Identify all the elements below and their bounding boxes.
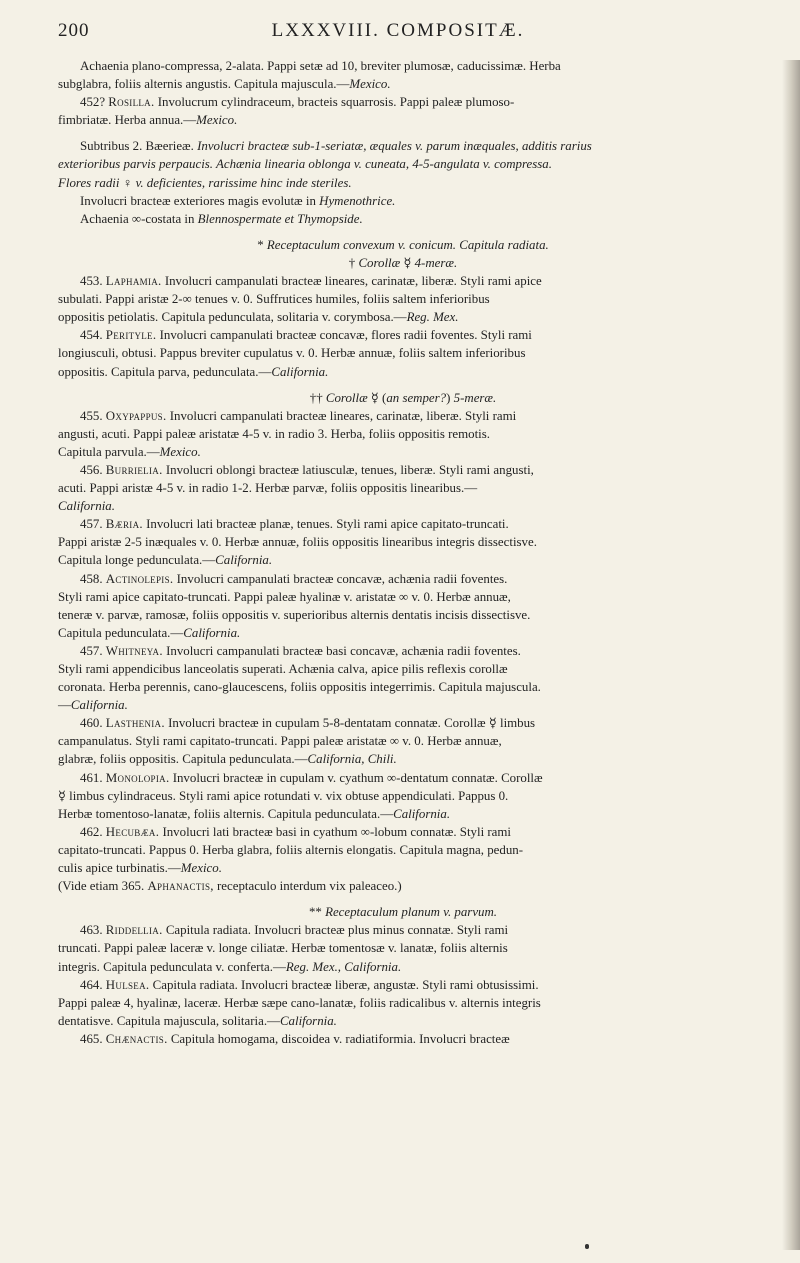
text-line: Capitula longe pedunculata.—California. <box>58 553 273 568</box>
text-line: teneræ v. parvæ, ramosæ, foliis oppositis v. superioribus alternis dentatis incisis dissectisve. <box>58 607 531 622</box>
text-line: Styli rami apice capitato-truncati. Pappi paleæ hyalinæ v. aristatæ ∞ v. 0. Herbæ annuæ, <box>58 589 511 604</box>
text-line: oppositis petiolatis. Capitula pedunculata, solitaria v. corymbosa.—Reg. Mex. <box>58 310 459 325</box>
text-line: 464. Hulsea. Capitula radiata. Involucri bracteæ liberæ, angustæ. Styli rami obtusissimi. <box>80 977 539 992</box>
text-line: 463. Riddellia. Capitula radiata. Involucri bracteæ plus minus connatæ. Styli rami <box>80 923 509 938</box>
text-line: Involucri bracteæ exteriores magis evolutæ in Hymenothrice. <box>80 193 396 208</box>
text-line: California. <box>58 499 115 514</box>
text-line: ☿ limbus cylindraceus. Styli rami apice rotundati v. vix obtuse appendiculati. Pappus 0. <box>58 788 509 803</box>
text-line: 457. Whitneya. Involucri campanulati bracteæ basi concavæ, achænia radii foventes. <box>80 643 521 658</box>
text-line: oppositis. Capitula parva, pedunculata.—California. <box>58 364 329 379</box>
text-line: Subtribus 2. Bæerieæ. Involucri bracteæ sub-1-seriatæ, æquales v. parum inæquales, additis rarius <box>80 139 592 154</box>
text-line: coronata. Herba perennis, cano-glaucescens, foliis oppositis integerrimis. Capitula majuscula. <box>58 680 541 695</box>
text-line: culis apice turbinatis.—Mexico. <box>58 861 222 876</box>
section-heading-line: ** Receptaculum planum v. parvum. <box>308 905 498 920</box>
section-heading-line: * Receptaculum convexum v. conicum. Capitula radiata. <box>257 237 549 252</box>
text-line: integris. Capitula pedunculata v. conferta.—Reg. Mex., California. <box>58 959 402 974</box>
text-line: exterioribus parvis perpaucis. Achænia linearia oblonga v. cuneata, 4-5-angulata v. compressa. <box>58 157 552 172</box>
text-line: longiusculi, obtusi. Pappus breviter cupulatus v. 0. Herbæ annuæ, foliis saltem inferioribus <box>58 346 526 361</box>
spacer <box>58 129 748 137</box>
running-title: LXXXVIII. COMPOSITÆ. <box>271 20 525 41</box>
text-line: 456. Burrielia. Involucri oblongi bracteæ latiusculæ, tenues, liberæ. Styli rami angusti, <box>80 462 534 477</box>
text-line: capitato-truncati. Pappus 0. Herba glabra, foliis alternis elongatis. Capitula magna, pedun- <box>58 842 524 857</box>
text-line: 460. Lasthenia. Involucri bracteæ in cupulam 5-8-dentatam connatæ. Corollæ ☿ limbus <box>80 716 536 731</box>
text-line: Pappi paleæ 4, hyalinæ, laceræ. Herbæ sæpe cano-lanatæ, foliis radicalibus v. alternis integris <box>58 995 541 1010</box>
ink-mark <box>585 1244 589 1249</box>
text-line: Herbæ tomentoso-lanatæ, foliis alternis. Capitula pedunculata.—California. <box>58 806 451 821</box>
text-line: 462. Hecubæa. Involucri lati bracteæ basi in cyathum ∞-lobum connatæ. Styli rami <box>80 824 512 839</box>
text-line: dentatisve. Capitula majuscula, solitaria.—California. <box>58 1013 337 1028</box>
text-line: subulati. Pappi aristæ 2-∞ tenues v. 0. Suffrutices humiles, foliis saltem inferioribus <box>58 292 490 307</box>
text-line: (Vide etiam 365. Aphanactis, receptaculo interdum vix paleaceo.) <box>58 879 402 894</box>
page-header <box>58 14 738 44</box>
text-line: acuti. Pappi aristæ 4-5 v. in radio 1-2. Herbæ parvæ, foliis oppositis linearibus.— <box>58 481 478 496</box>
text-line: 458. Actinolepis. Involucri campanulati bracteæ concavæ, achænia radii foventes. <box>80 571 508 586</box>
text-line: angusti, acuti. Pappi paleæ aristatæ 4-5 v. in radio 3. Herba, foliis oppositis remotis. <box>58 426 491 441</box>
text-line: subglabra, foliis alternis angustis. Capitula majuscula.—Mexico. <box>58 77 391 92</box>
text-line: 452? Rosilla. Involucrum cylindraceum, bracteis squarrosis. Pappi paleæ plumoso- <box>80 95 515 110</box>
text-line: Pappi aristæ 2-5 inæquales v. 0. Herbæ annuæ, foliis oppositis linearibus integris dissectisve. <box>58 535 537 550</box>
page-edge-shadow <box>782 60 800 1250</box>
text-line: 465. Chænactis. Capitula homogama, discoidea v. radiatiformia. Involucri bracteæ <box>80 1031 510 1046</box>
text-line: —California. <box>58 698 128 713</box>
text-line: fimbriatæ. Herba annua.—Mexico. <box>58 113 238 128</box>
text-line: Styli rami appendicibus lanceolatis superati. Achænia calva, apice pilis reflexis corollæ <box>58 662 508 676</box>
text-line: truncati. Pappi paleæ laceræ v. longe ciliatæ. Herbæ tomentosæ v. lanatæ, foliis alternis <box>58 941 508 956</box>
spacer <box>58 381 748 389</box>
text-line: Capitula pedunculata.—California. <box>58 625 241 640</box>
text-line: glabræ, foliis oppositis. Capitula pedunculata.—California, Chili. <box>58 752 397 767</box>
section-heading-line: † Corollæ ☿ 4-meræ. <box>348 255 458 270</box>
text-line: 457. Bæria. Involucri lati bracteæ planæ, tenues. Styli rami apice capitato-truncati. <box>80 517 509 532</box>
page-number: 200 <box>58 20 90 41</box>
text-line: 455. Oxypappus. Involucri campanulati bracteæ lineares, carinatæ, liberæ. Styli rami <box>80 408 517 423</box>
spacer <box>58 895 748 903</box>
text-line: Capitula parvula.—Mexico. <box>58 444 201 459</box>
text-line: Achaenia ∞-costata in Blennospermate et Thymopside. <box>80 211 363 226</box>
text-line: 454. Perityle. Involucri campanulati bracteæ concavæ, flores radii foventes. Styli rami <box>80 328 532 343</box>
text-line: campanulatus. Styli rami capitato-truncati. Pappi paleæ aristatæ ∞ v. 0. Herbæ annuæ, <box>58 734 502 749</box>
spacer <box>58 228 748 236</box>
text-line: 453. Laphamia. Involucri campanulati bracteæ lineares, carinatæ, liberæ. Styli rami apice <box>80 274 542 289</box>
text-line: 461. Monolopia. Involucri bracteæ in cupulam v. cyathum ∞-dentatum connatæ. Corollæ <box>80 770 543 785</box>
text-line: Achaenia plano-compressa, 2-alata. Pappi setæ ad 10, breviter plumosæ, caducissimæ. Herba <box>80 59 561 73</box>
section-heading-line: †† Corollæ ☿ (an semper?) 5-meræ. <box>309 390 497 405</box>
text-line: Flores radii ♀ v. deficientes, rarissime hinc inde steriles. <box>58 175 352 190</box>
page-body-text <box>58 57 748 1048</box>
